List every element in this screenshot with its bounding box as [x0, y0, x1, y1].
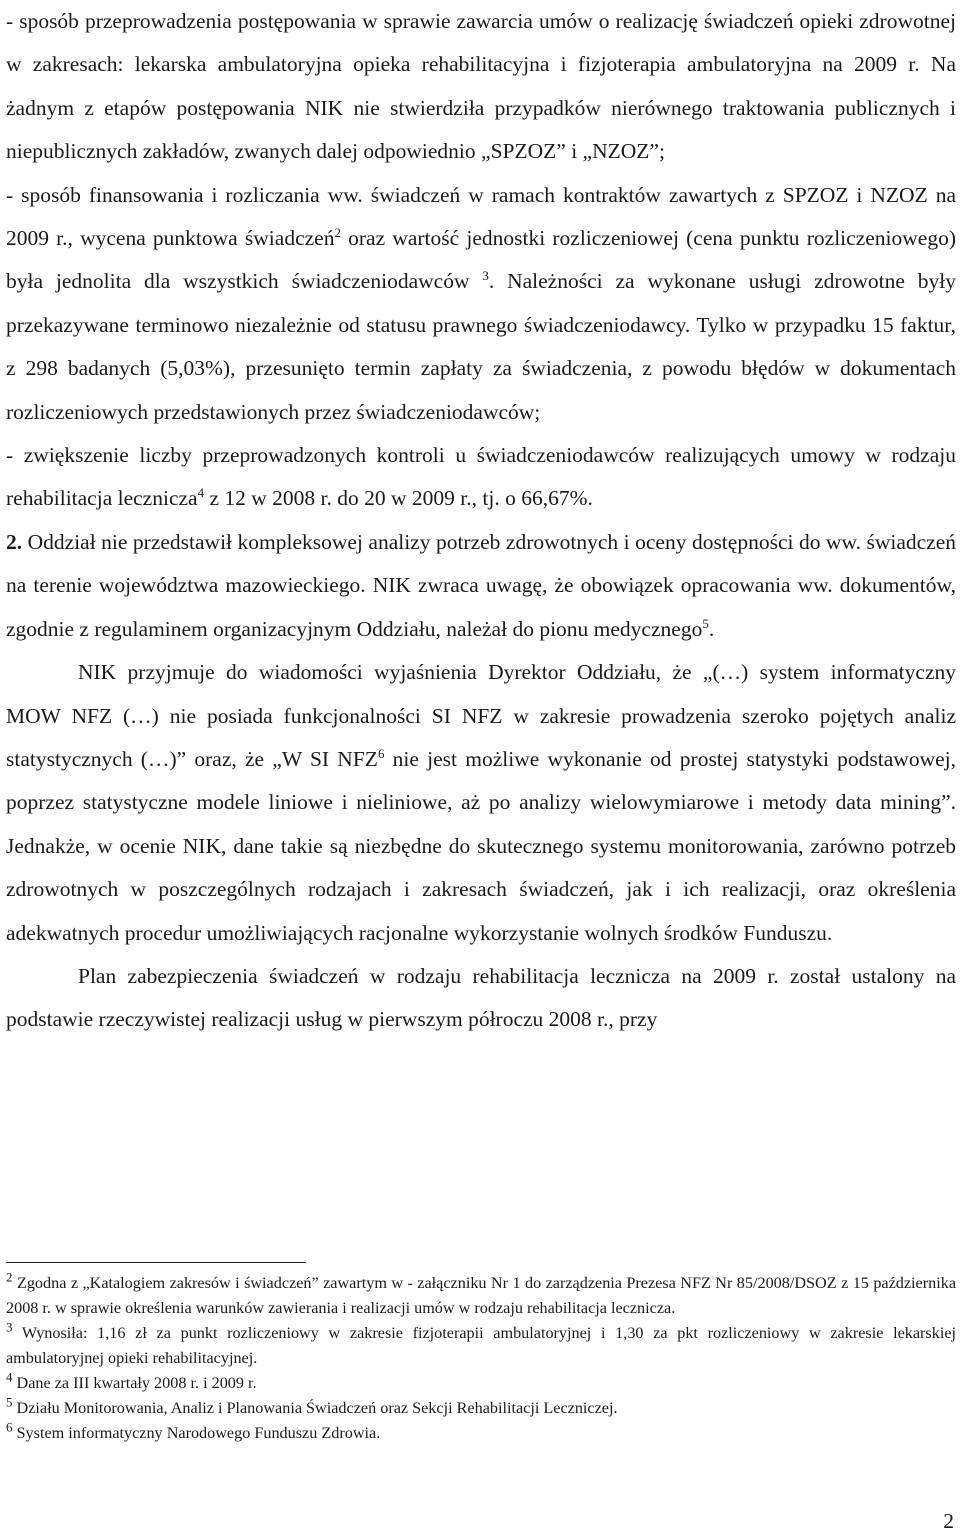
paragraph [6, 0, 956, 174]
text-segment: NIK przyjmuje do wiadomości wyjaśnienia Dyrektor Oddziału, że „(…) system informatyczny MOW NFZ (…) nie posiada funkcjonalności SI NFZ w zakresie prowadzenia szeroko pojętych analiz statystycznych (…)” oraz, że „W SI NFZ [6, 660, 956, 771]
footnote-text: Wynosiła: 1,16 zł za punkt rozliczeniowy w zakresie fizjoterapii ambulatoryjnej i 1,30 za pkt rozliczeniowy w zakresie lekarskiej ambulatoryjnej opieki rehabilitacyjnej. [6, 1324, 956, 1367]
footnote-number: 4 [6, 1369, 13, 1385]
text-segment: - zwiększenie liczby przeprowadzonych kontroli u świadczeniodawców realizujących umowy w rodzaju rehabilitacja lecznicza [6, 443, 956, 511]
footnote-text: Dane za III kwartały 2008 r. i 2009 r. [16, 1374, 257, 1392]
footnote-ref: 5 [702, 615, 709, 631]
paragraph [6, 955, 956, 1042]
footnotes [6, 1271, 956, 1446]
paragraph [6, 651, 956, 955]
page-number: 2 [943, 1509, 954, 1533]
text-segment: nie jest możliwe wykonanie od prostej statystyki podstawowej, poprzez statystyczne modele liniowe i nieliniowe, aż po analizy wielowymiarowe i metody data mining”. Jednakże, w ocenie NIK, dane takie są niezbędne do skutecznego systemu monitorowania, zarówno potrzeb zdrowotnych w poszczególnych rodzajach i zakresach świadczeń, jak i ich realizacji, oraz określenia adekwatnych procedur umożliwiających racjonalne wykorzystanie wolnych środków Funduszu. [6, 746, 956, 945]
text-segment: - sposób finansowania i rozliczania ww. świadczeń w ramach kontraktów zawartych z SPZOZ i NZOZ na 2009 r., wycena punktowa świadczeń [6, 182, 956, 251]
footnote-text: System informatyczny Narodowego Funduszu Zdrowia. [16, 1424, 381, 1442]
paragraph [6, 521, 956, 651]
body-text [6, 0, 956, 1042]
footnote [6, 1371, 956, 1396]
paragraph [6, 434, 956, 521]
footnote [6, 1421, 956, 1446]
footnote [6, 1321, 956, 1371]
text-segment: z 12 w 2008 r. do 20 w 2009 r., tj. o 66,67%. [204, 486, 593, 511]
text-segment: oraz wartość jednostki rozliczeniowej (cena punktu rozliczeniowego) była jednolita dla wszystkich świadczeniodawców [6, 226, 956, 294]
footnote [6, 1271, 956, 1321]
footnote-separator [6, 1262, 306, 1263]
footnote-number: 6 [6, 1419, 13, 1435]
footnote-number: 2 [6, 1269, 13, 1285]
footnote-text: Zgodna z „Katalogiem zakresów i świadczeń” zawartym w - załączniku Nr 1 do zarządzenia Prezesa NFZ Nr 85/2008/DSOZ z 15 października 2008 r. w sprawie określenia warunków zawierania i realizacji umów w rodzaju rehabilitacja lecznicza. [6, 1274, 957, 1317]
text-segment: Plan zabezpieczenia świadczeń w rodzaju rehabilitacja lecznicza na 2009 r. został ustalony na podstawie rzeczywistej realizacji usług w pierwszym półroczu 2008 r., przy [6, 963, 956, 1032]
footnote-text: Działu Monitorowania, Analiz i Planowania Świadczeń oraz Sekcji Rehabilitacji Leczniczej. [16, 1399, 618, 1417]
footnote-number: 5 [6, 1394, 13, 1410]
footnote-ref: 3 [482, 268, 489, 284]
text-segment: - sposób przeprowadzenia postępowania w sprawie zawarcia umów o realizację świadczeń opieki zdrowotnej w zakresach: lekarska ambulatoryjna opieka rehabilitacyjna i fizjoterapia ambulatoryjna na 2009 r. Na żadnym z etapów postępowania NIK nie stwierdziła przypadków nierównego traktowania publicznych i niepublicznych zakładów, zwanych dalej odpowiednio „SPZOZ” i „NZOZ”; [6, 9, 956, 164]
footnote-ref: 2 [334, 224, 341, 240]
footnote-ref: 4 [197, 485, 205, 501]
paragraph [6, 174, 956, 434]
text-segment: Oddział nie przedstawił kompleksowej analizy potrzeb zdrowotnych i oceny dostępności do ww. świadczeń na terenie województwa mazowieckiego. NIK zwraca uwagę, że obowiązek opracowania ww. dokumentów, zgodnie z regulaminem organizacyjnym Oddziału, należał do pionu medycznego [6, 529, 956, 641]
footnote [6, 1396, 956, 1421]
footnote-number: 3 [6, 1319, 13, 1335]
section-number: 2. [6, 529, 23, 554]
text-segment: . [708, 616, 715, 641]
text-segment: . Należności za wykonane usługi zdrowotne były przekazywane terminowo niezależnie od statusu prawnego świadczeniodawcy. Tylko w przypadku 15 faktur, z 298 badanych (5,03%), przesunięto termin zapłaty za świadczenia, z powodu błędów w dokumentach rozliczeniowych przedstawionych przez świadczeniodawców; [6, 269, 956, 424]
footnote-ref: 6 [377, 745, 385, 761]
